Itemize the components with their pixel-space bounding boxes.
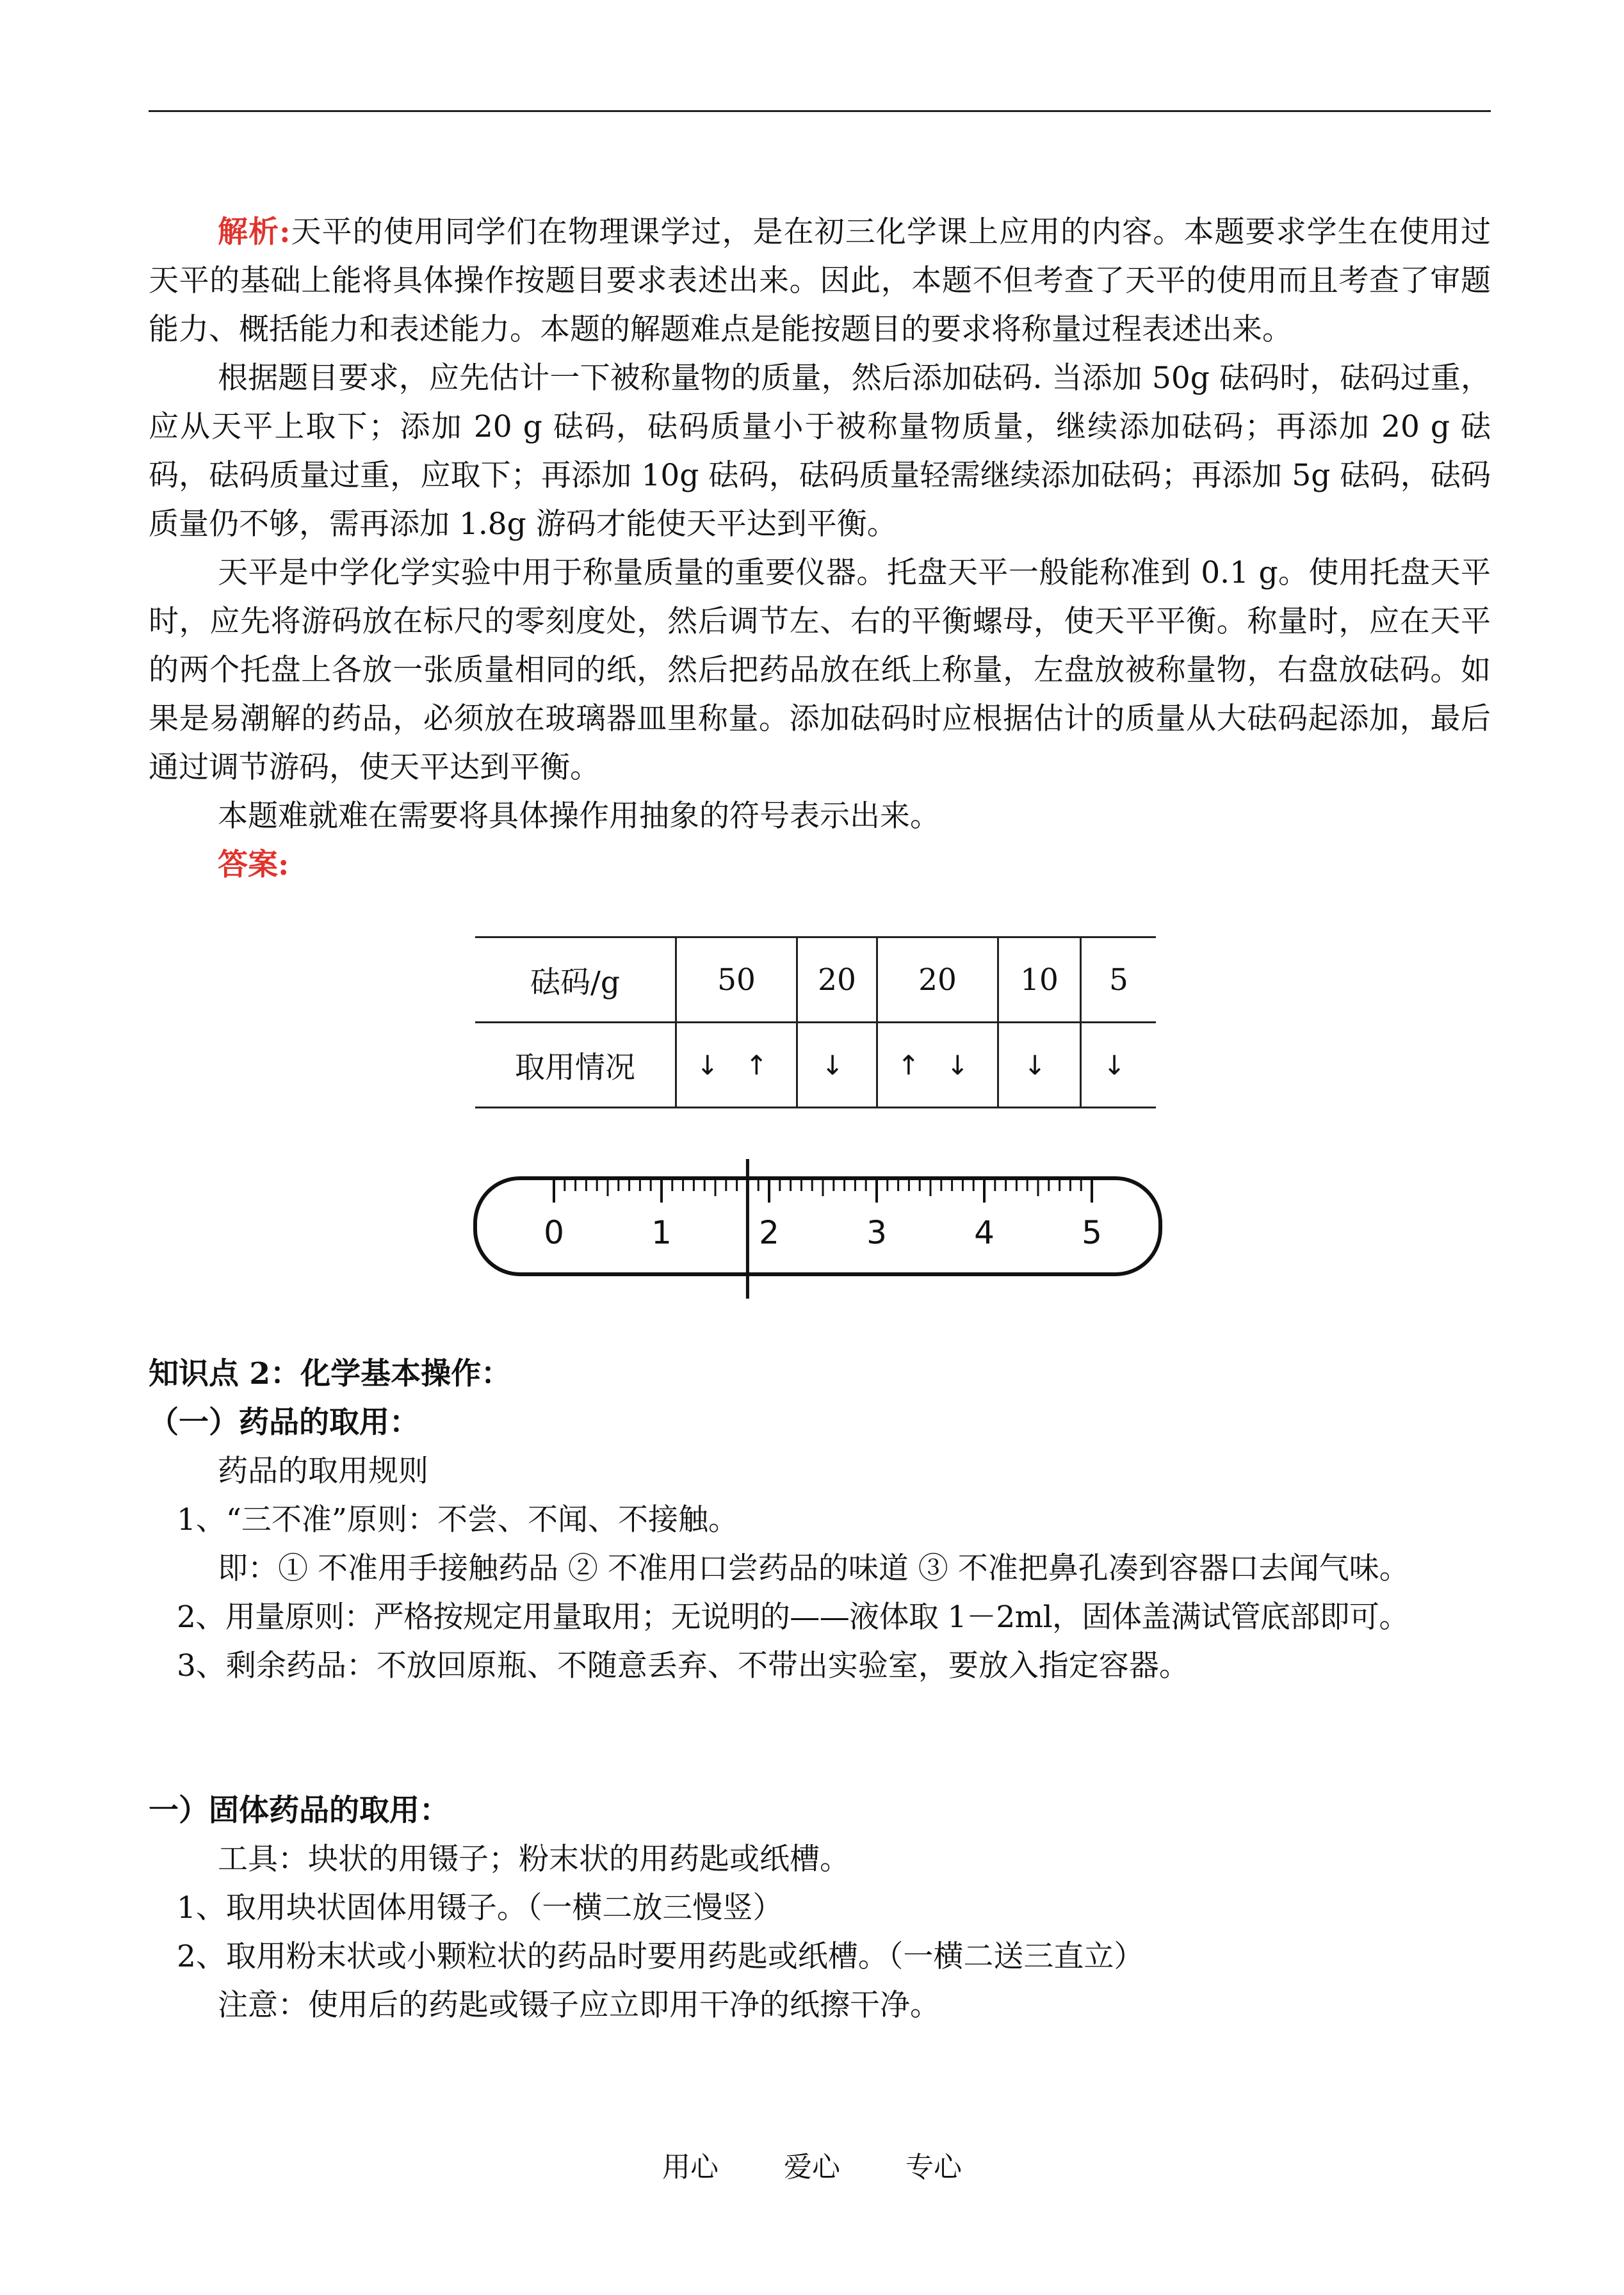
analysis-paragraph-4: 本题难就难在需要将具体操作用抽象的符号表示出来。 xyxy=(218,799,940,834)
ruler-body xyxy=(475,1178,1160,1274)
ruler-ticks xyxy=(554,1178,1092,1203)
section-3-title: 一）固体药品的取用： xyxy=(149,1793,450,1828)
table-cell: ↓ xyxy=(998,1023,1081,1108)
table-cell: ↓ ↑ xyxy=(676,1023,797,1108)
rules-title: 药品的取用规则 xyxy=(218,1454,428,1489)
table-cell: ↓ xyxy=(797,1023,877,1108)
section-2 xyxy=(149,1350,1491,1691)
analysis-label: 解析: xyxy=(218,215,291,250)
section-3 xyxy=(149,1787,1491,2030)
table-cell: ↓ xyxy=(1081,1023,1157,1108)
ruler-label: 5 xyxy=(1082,1214,1102,1251)
header-rule xyxy=(149,110,1491,112)
rule-item-3: 3、剩余药品：不放回原瓶、不随意丢弃、不带出实验室，要放入指定容器。 xyxy=(177,1648,1189,1683)
table-row xyxy=(475,937,1156,1023)
solid-item-1: 1、取用块状固体用镊子。（一横二放三慢竖） xyxy=(177,1890,783,1926)
answer-label: 答案: xyxy=(218,847,289,882)
table-cell: ↑ ↓ xyxy=(877,1023,998,1108)
analysis-paragraph-3: 天平是中学化学实验中用于称量质量的重要仪器。托盘天平一般能称准到 0.1 g。使用托盘天平时，应先将游码放在标尺的零刻度处，然后调节左、右的平衡螺母，使天平平衡。称量时，应在天平的两个托盘上各放一张质量相同的纸，然后把药品放在纸上称量，左盘放被称量物，右盘放砝码。如果是易潮解的药品，必须放在玻璃器皿里称量。添加砝码时应根据估计的质量从大砝码起添加，最后通过调节游码，使天平达到平衡。 xyxy=(149,555,1491,785)
table-row xyxy=(475,1023,1156,1108)
rule-item-1-detail: 即：① 不准用手接触药品 ② 不准用口尝药品的味道 ③ 不准把鼻孔凑到容器口去闻气味。 xyxy=(218,1551,1409,1586)
analysis-paragraph-1: 解析:天平的使用同学们在物理课学过，是在初三化学课上应用的内容。本题要求学生在使用过天平的基础上能将具体操作按题目要求表述出来。因此，本题不但考查了天平的使用而且考查了审题能力、概括能力和表述能力。本题的解题难点是能按题目的要求将称量过程表述出来。 xyxy=(149,215,1491,347)
ruler-label: 1 xyxy=(651,1214,672,1251)
footer-text: 用心 xyxy=(662,2151,719,2184)
note-line: 注意：使用后的药匙或镊子应立即用干净的纸擦干净。 xyxy=(218,1988,940,2023)
table-header-weights: 砝码/g xyxy=(475,937,676,1023)
rule-item-1: 1、“三不准”原则：不尝、不闻、不接触。 xyxy=(177,1502,738,1537)
table-cell: 10 xyxy=(998,937,1081,1023)
ruler-label: 2 xyxy=(759,1214,779,1251)
ruler-label: 4 xyxy=(974,1214,995,1251)
ruler-label: 0 xyxy=(544,1214,564,1251)
analysis-paragraph-2: 根据题目要求，应先估计一下被称量物的质量，然后添加砝码. 当添加 50g 砝码时，砝码过重，应从天平上取下；添加 20 g 砝码，砝码质量小于被称量物质量，继续添加砝码；再添加 20 g 砝码，砝码质量过重，应取下；再添加 10g 砝码，砝码质量轻需继续添加砝码；再添加 5g 砝码，砝码质量仍不够，需再添加 1.8g 游码才能使天平达到平衡。 xyxy=(149,361,1491,542)
table-cell: 20 xyxy=(877,937,998,1023)
weights-table xyxy=(475,936,1156,1108)
section-2-subtitle: （一）药品的取用： xyxy=(149,1405,419,1440)
footer-text: 爱心 xyxy=(784,2151,840,2184)
balance-ruler-figure xyxy=(467,1159,1172,1306)
page-footer xyxy=(0,2144,1624,2185)
table-cell: 5 xyxy=(1081,937,1157,1023)
footer-text: 专心 xyxy=(905,2151,962,2184)
rule-item-2: 2、用量原则：严格按规定用量取用；无说明的——液体取 1－2ml，固体盖满试管底部即可。 xyxy=(177,1600,1409,1635)
analysis-section xyxy=(149,208,1491,889)
ruler-labels xyxy=(544,1214,1102,1251)
section-2-title: 知识点 2：化学基本操作： xyxy=(149,1356,512,1391)
table-cell: 20 xyxy=(797,937,877,1023)
solid-item-2: 2、取用粉末状或小颗粒状的药品时要用药匙或纸槽。（一横二送三直立） xyxy=(177,1939,1144,1974)
tools-line: 工具：块状的用镊子；粉末状的用药匙或纸槽。 xyxy=(218,1842,850,1877)
table-header-actions: 取用情况 xyxy=(475,1023,676,1108)
table-cell: 50 xyxy=(676,937,797,1023)
ruler-label: 3 xyxy=(866,1214,887,1251)
